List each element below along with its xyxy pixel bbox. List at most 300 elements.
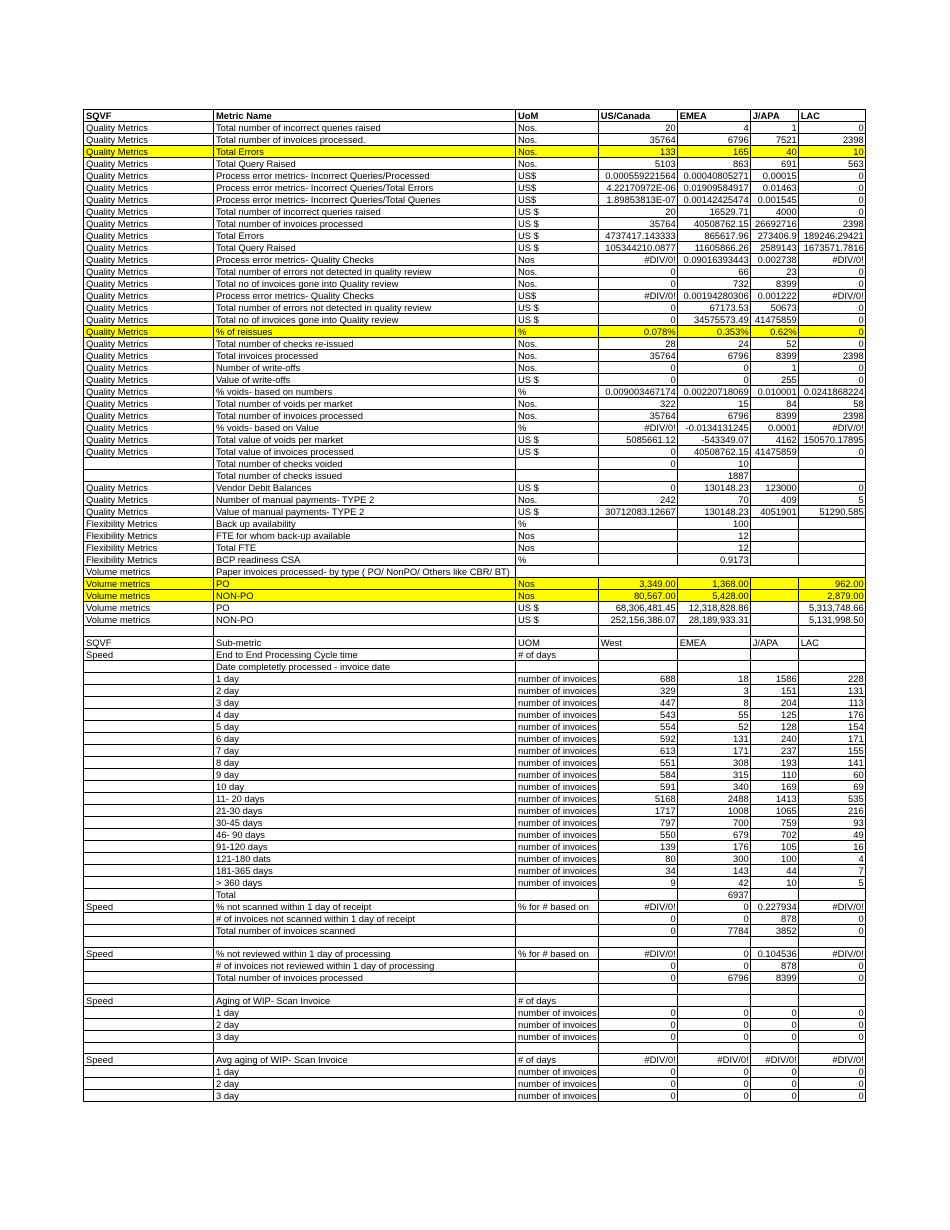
category-cell: Speed <box>84 649 214 661</box>
category-cell <box>84 972 214 984</box>
category-cell: Quality Metrics <box>84 242 214 254</box>
category-cell <box>84 685 214 697</box>
region-1-cell: 0 <box>598 1066 677 1078</box>
region-1-cell <box>598 626 677 637</box>
table-row <box>84 829 866 841</box>
region-1-cell: 35764 <box>598 350 677 362</box>
region-4-cell: 150570.17895 <box>798 434 865 446</box>
category-cell: Quality Metrics <box>84 266 214 278</box>
uom-cell: % <box>516 386 599 398</box>
region-2-cell: 143 <box>677 865 750 877</box>
table-row <box>84 1019 866 1031</box>
region-4-cell: 228 <box>798 673 865 685</box>
table-row <box>84 925 866 937</box>
table-row <box>84 865 866 877</box>
table-row <box>84 146 866 158</box>
region-2-cell: 0 <box>677 960 750 972</box>
category-cell: Quality Metrics <box>84 182 214 194</box>
metric-cell: 5 day <box>214 721 516 733</box>
uom-cell: number of invoices <box>516 853 599 865</box>
metric-cell: NON-PO <box>214 614 516 626</box>
uom-cell: % <box>516 422 599 434</box>
region-4-cell: 5,313,748.66 <box>798 602 865 614</box>
uom-cell: % <box>516 554 599 566</box>
category-cell <box>84 1031 214 1043</box>
uom-cell: number of invoices <box>516 805 599 817</box>
region-3-cell: 878 <box>750 913 798 925</box>
category-cell: Quality Metrics <box>84 362 214 374</box>
region-1-cell <box>598 984 677 995</box>
category-cell: Volume metrics <box>84 578 214 590</box>
uom-cell: Nos. <box>516 122 599 134</box>
table-row <box>84 709 866 721</box>
region-1-cell: 35764 <box>598 134 677 146</box>
region-3-cell: 100 <box>750 853 798 865</box>
uom-cell: US $ <box>516 482 599 494</box>
region-4-cell: 0 <box>798 278 865 290</box>
region-2-cell <box>677 1043 750 1054</box>
region-1-cell: 3,349.00 <box>598 578 677 590</box>
region-4-cell: 16 <box>798 841 865 853</box>
region-1-cell <box>598 661 677 673</box>
region-4-cell: 51290.585 <box>798 506 865 518</box>
category-cell <box>84 889 214 901</box>
region-2-cell: 0 <box>677 901 750 913</box>
region-3-cell <box>750 984 798 995</box>
region-1-cell: 592 <box>598 733 677 745</box>
region-4-cell: 0 <box>798 122 865 134</box>
region-1-cell: 242 <box>598 494 677 506</box>
region-3-cell: 8399 <box>750 278 798 290</box>
category-cell <box>84 697 214 709</box>
table-row <box>84 995 866 1007</box>
region-2-cell: 10 <box>677 458 750 470</box>
table-row <box>84 338 866 350</box>
header-uom: UoM <box>516 110 599 122</box>
uom-cell: number of invoices <box>516 841 599 853</box>
metric-cell: 3 day <box>214 1031 516 1043</box>
region-4-cell <box>798 518 865 530</box>
category-cell: SQVF <box>84 637 214 649</box>
table-row <box>84 637 866 649</box>
table-row <box>84 649 866 661</box>
category-cell: Flexibility Metrics <box>84 518 214 530</box>
uom-cell <box>516 937 599 948</box>
region-1-cell: 797 <box>598 817 677 829</box>
region-4-cell: 0 <box>798 1078 865 1090</box>
region-3-cell <box>750 458 798 470</box>
metric-cell: Total <box>214 889 516 901</box>
table-row <box>84 685 866 697</box>
category-cell <box>84 709 214 721</box>
region-4-cell: 69 <box>798 781 865 793</box>
category-cell: Speed <box>84 948 214 960</box>
region-3-cell: 0 <box>750 1031 798 1043</box>
metric-cell: 30-45 days <box>214 817 516 829</box>
region-1-cell: 5168 <box>598 793 677 805</box>
category-cell <box>84 745 214 757</box>
table-row <box>84 410 866 422</box>
category-cell: Quality Metrics <box>84 398 214 410</box>
region-1-cell: West <box>598 637 677 649</box>
region-2-cell: 300 <box>677 853 750 865</box>
uom-cell: US$ <box>516 170 599 182</box>
region-4-cell: 0 <box>798 182 865 194</box>
metric-cell: Total FTE <box>214 542 516 554</box>
region-1-cell: 613 <box>598 745 677 757</box>
region-3-cell: 125 <box>750 709 798 721</box>
table-row <box>84 446 866 458</box>
metric-cell: Total number of invoices scanned <box>214 925 516 937</box>
metric-cell: 1 day <box>214 1066 516 1078</box>
metric-cell: > 360 days <box>214 877 516 889</box>
region-1-cell: 68,306,481.45 <box>598 602 677 614</box>
region-3-cell <box>750 626 798 637</box>
region-4-cell: 176 <box>798 709 865 721</box>
table-row <box>84 470 866 482</box>
region-1-cell: 0 <box>598 374 677 386</box>
region-2-cell: 865617.96 <box>677 230 750 242</box>
table-row <box>84 350 866 362</box>
metric-cell: Total value of invoices processed <box>214 446 516 458</box>
region-2-cell: 165 <box>677 146 750 158</box>
category-cell <box>84 984 214 995</box>
region-2-cell: 5,428.00 <box>677 590 750 602</box>
uom-cell: number of invoices <box>516 1031 599 1043</box>
uom-cell: # of days <box>516 649 599 661</box>
region-2-cell: 0.00220718069 <box>677 386 750 398</box>
region-1-cell: 1717 <box>598 805 677 817</box>
table-row <box>84 1066 866 1078</box>
metric-cell: 11- 20 days <box>214 793 516 805</box>
uom-cell: Nos. <box>516 362 599 374</box>
category-cell: Quality Metrics <box>84 350 214 362</box>
region-4-cell: 4 <box>798 853 865 865</box>
metric-cell: Total number of checks re-issued <box>214 338 516 350</box>
metric-cell <box>214 1043 516 1054</box>
region-4-cell: 154 <box>798 721 865 733</box>
region-3-cell: 23 <box>750 266 798 278</box>
metric-cell: # of invoices not scanned within 1 day of receipt <box>214 913 516 925</box>
table-row <box>84 948 866 960</box>
table-row <box>84 781 866 793</box>
region-4-cell <box>798 661 865 673</box>
uom-cell: number of invoices <box>516 697 599 709</box>
region-4-cell <box>798 530 865 542</box>
region-3-cell: 4000 <box>750 206 798 218</box>
region-4-cell: 0 <box>798 446 865 458</box>
region-3-cell: 8399 <box>750 350 798 362</box>
region-4-cell <box>798 470 865 482</box>
category-cell <box>84 793 214 805</box>
region-2-cell: EMEA <box>677 637 750 649</box>
region-3-cell <box>750 470 798 482</box>
uom-cell: Nos <box>516 254 599 266</box>
region-4-cell: 0 <box>798 1019 865 1031</box>
region-3-cell: 0 <box>750 1078 798 1090</box>
region-3-cell: 26692716 <box>750 218 798 230</box>
region-2-cell <box>677 995 750 1007</box>
category-cell <box>84 673 214 685</box>
metric-cell: Process error metrics- Incorrect Queries/Processed <box>214 170 516 182</box>
region-2-cell <box>677 661 750 673</box>
uom-cell: Nos. <box>516 494 599 506</box>
metric-cell: Total number of incorrect queries raised <box>214 122 516 134</box>
region-1-cell: 5103 <box>598 158 677 170</box>
table-row <box>84 1078 866 1090</box>
region-1-cell: #DIV/0! <box>598 290 677 302</box>
metric-cell: NON-PO <box>214 590 516 602</box>
metric-cell: Total Query Raised <box>214 158 516 170</box>
region-2-cell: 40508762.15 <box>677 218 750 230</box>
table-row <box>84 877 866 889</box>
uom-cell: Nos <box>516 590 599 602</box>
region-4-cell: 58 <box>798 398 865 410</box>
metric-cell: 1 day <box>214 673 516 685</box>
metric-cell: 2 day <box>214 685 516 697</box>
region-4-cell: 2398 <box>798 134 865 146</box>
metric-cell: 1 day <box>214 1007 516 1019</box>
uom-cell: US $ <box>516 206 599 218</box>
region-2-cell: 0.09016393443 <box>677 254 750 266</box>
region-3-cell <box>750 937 798 948</box>
category-cell <box>84 661 214 673</box>
category-cell: Quality Metrics <box>84 446 214 458</box>
metric-cell: % voids- based on Value <box>214 422 516 434</box>
uom-cell: US $ <box>516 602 599 614</box>
category-cell: Quality Metrics <box>84 314 214 326</box>
region-2-cell: 0.01909584917 <box>677 182 750 194</box>
region-4-cell: 216 <box>798 805 865 817</box>
uom-cell: number of invoices <box>516 1078 599 1090</box>
region-1-cell: 0 <box>598 925 677 937</box>
region-3-cell: 409 <box>750 494 798 506</box>
region-3-cell: 1065 <box>750 805 798 817</box>
region-2-cell <box>677 984 750 995</box>
category-cell <box>84 937 214 948</box>
uom-cell <box>516 661 599 673</box>
region-3-cell: 0.001222 <box>750 290 798 302</box>
region-2-cell <box>677 649 750 661</box>
region-4-cell <box>798 554 865 566</box>
metric-cell: Total value of voids per market <box>214 434 516 446</box>
region-4-cell: LAC <box>798 637 865 649</box>
region-1-cell: 0 <box>598 458 677 470</box>
region-1-cell: 0 <box>598 314 677 326</box>
region-1-cell: 35764 <box>598 410 677 422</box>
region-4-cell: 0 <box>798 362 865 374</box>
region-1-cell: 0 <box>598 302 677 314</box>
region-3-cell: 151 <box>750 685 798 697</box>
metric-cell: % of reissues <box>214 326 516 338</box>
metric-cell: 10 day <box>214 781 516 793</box>
uom-cell: number of invoices <box>516 1090 599 1102</box>
region-3-cell: 2589143 <box>750 242 798 254</box>
region-1-cell: 105344210.0877 <box>598 242 677 254</box>
region-3-cell: 691 <box>750 158 798 170</box>
region-1-cell: #DIV/0! <box>598 948 677 960</box>
category-cell <box>84 913 214 925</box>
metric-cell: PO <box>214 578 516 590</box>
table-row <box>84 482 866 494</box>
region-4-cell: 535 <box>798 793 865 805</box>
region-1-cell: 80,567.00 <box>598 590 677 602</box>
table-row <box>84 1007 866 1019</box>
region-2-cell: 12,318,828.86 <box>677 602 750 614</box>
uom-cell: number of invoices <box>516 673 599 685</box>
region-4-cell: 0 <box>798 925 865 937</box>
region-3-cell <box>750 554 798 566</box>
region-2-cell: 0 <box>677 374 750 386</box>
region-1-cell: 554 <box>598 721 677 733</box>
table-row <box>84 793 866 805</box>
category-cell <box>84 829 214 841</box>
region-2-cell: 3 <box>677 685 750 697</box>
metric-cell: Process error metrics- Incorrect Queries/Total Errors <box>214 182 516 194</box>
region-1-cell: 0 <box>598 1007 677 1019</box>
category-cell: Quality Metrics <box>84 122 214 134</box>
region-2-cell: 24 <box>677 338 750 350</box>
region-4-cell <box>798 626 865 637</box>
region-2-cell: #DIV/0! <box>677 1054 750 1066</box>
category-cell: Quality Metrics <box>84 326 214 338</box>
category-cell <box>84 925 214 937</box>
table-row <box>84 290 866 302</box>
region-3-cell: 0 <box>750 1066 798 1078</box>
region-4-cell: 0 <box>798 194 865 206</box>
region-3-cell: 4051901 <box>750 506 798 518</box>
table-body <box>84 110 866 1102</box>
region-2-cell: 0 <box>677 1031 750 1043</box>
region-4-cell: 962.00 <box>798 578 865 590</box>
uom-cell <box>516 960 599 972</box>
table-row <box>84 769 866 781</box>
region-1-cell: 20 <box>598 122 677 134</box>
table-row <box>84 661 866 673</box>
region-3-cell: J/APA <box>750 637 798 649</box>
region-4-cell: #DIV/0! <box>798 254 865 266</box>
table-row <box>84 745 866 757</box>
region-3-cell: 169 <box>750 781 798 793</box>
region-2-cell: 52 <box>677 721 750 733</box>
region-2-cell: 0 <box>677 1019 750 1031</box>
region-4-cell: #DIV/0! <box>798 1054 865 1066</box>
metric-cell: Vendor Debit Balances <box>214 482 516 494</box>
region-1-cell: 4737417.143333 <box>598 230 677 242</box>
region-2-cell: 1,368.00 <box>677 578 750 590</box>
region-2-cell: 70 <box>677 494 750 506</box>
table-row <box>84 1054 866 1066</box>
metric-cell: Total invoices processed <box>214 350 516 362</box>
uom-cell: number of invoices <box>516 865 599 877</box>
category-cell: Volume metrics <box>84 590 214 602</box>
category-cell: Quality Metrics <box>84 374 214 386</box>
metric-cell: 6 day <box>214 733 516 745</box>
region-4-cell: 0.0241868224 <box>798 386 865 398</box>
region-2-cell: 40508762.15 <box>677 446 750 458</box>
category-cell <box>84 865 214 877</box>
metric-cell: End to End Processing Cycle time <box>214 649 516 661</box>
uom-cell: Nos. <box>516 410 599 422</box>
table-row <box>84 542 866 554</box>
table-row <box>84 614 866 626</box>
uom-cell: US $ <box>516 314 599 326</box>
uom-cell: Nos. <box>516 350 599 362</box>
category-cell <box>84 757 214 769</box>
metric-cell: BCP readiness CSA <box>214 554 516 566</box>
table-row <box>84 278 866 290</box>
metric-cell: 3 day <box>214 1090 516 1102</box>
metric-cell: Process error metrics- Quality Checks <box>214 254 516 266</box>
uom-cell: UOM <box>516 637 599 649</box>
region-2-cell: 6796 <box>677 350 750 362</box>
table-row <box>84 266 866 278</box>
uom-cell: US $ <box>516 506 599 518</box>
region-2-cell: 7784 <box>677 925 750 937</box>
table-row <box>84 805 866 817</box>
region-3-cell <box>750 649 798 661</box>
table-row <box>84 733 866 745</box>
category-cell: Quality Metrics <box>84 302 214 314</box>
metric-cell: Total number of checks issued <box>214 470 516 482</box>
metric-cell <box>214 626 516 637</box>
region-2-cell: 1008 <box>677 805 750 817</box>
region-3-cell <box>750 661 798 673</box>
region-3-cell: 4162 <box>750 434 798 446</box>
category-cell: Quality Metrics <box>84 278 214 290</box>
uom-cell: US $ <box>516 230 599 242</box>
table-row <box>84 913 866 925</box>
header-lac: LAC <box>798 110 865 122</box>
header-emea: EMEA <box>677 110 750 122</box>
metric-cell: 4 day <box>214 709 516 721</box>
region-1-cell: 30712083.12667 <box>598 506 677 518</box>
table-row <box>84 697 866 709</box>
category-cell: Quality Metrics <box>84 158 214 170</box>
table-row <box>84 170 866 182</box>
uom-cell <box>516 925 599 937</box>
region-3-cell: 110 <box>750 769 798 781</box>
metric-cell: 121-180 dats <box>214 853 516 865</box>
region-4-cell: 1673571.7816 <box>798 242 865 254</box>
category-cell: Quality Metrics <box>84 170 214 182</box>
region-3-cell: 50673 <box>750 302 798 314</box>
region-3-cell: 273406.9 <box>750 230 798 242</box>
table-row <box>84 182 866 194</box>
metric-cell: Total no of invoices gone into Quality review <box>214 314 516 326</box>
region-1-cell <box>598 937 677 948</box>
region-4-cell: 60 <box>798 769 865 781</box>
region-4-cell: #DIV/0! <box>798 948 865 960</box>
table-row <box>84 302 866 314</box>
region-4-cell: 0 <box>798 374 865 386</box>
region-1-cell: 5085661.12 <box>598 434 677 446</box>
category-cell: Flexibility Metrics <box>84 530 214 542</box>
metric-cell: Total number of incorrect queries raised <box>214 206 516 218</box>
region-1-cell: #DIV/0! <box>598 254 677 266</box>
region-4-cell <box>798 458 865 470</box>
header-metric-name: Metric Name <box>214 110 516 122</box>
header-row <box>84 110 866 122</box>
table-row <box>84 602 866 614</box>
region-1-cell: 551 <box>598 757 677 769</box>
region-2-cell: 100 <box>677 518 750 530</box>
region-2-cell: 6796 <box>677 134 750 146</box>
region-3-cell: 702 <box>750 829 798 841</box>
region-3-cell <box>750 995 798 1007</box>
uom-cell: Nos <box>516 578 599 590</box>
uom-cell: number of invoices <box>516 757 599 769</box>
